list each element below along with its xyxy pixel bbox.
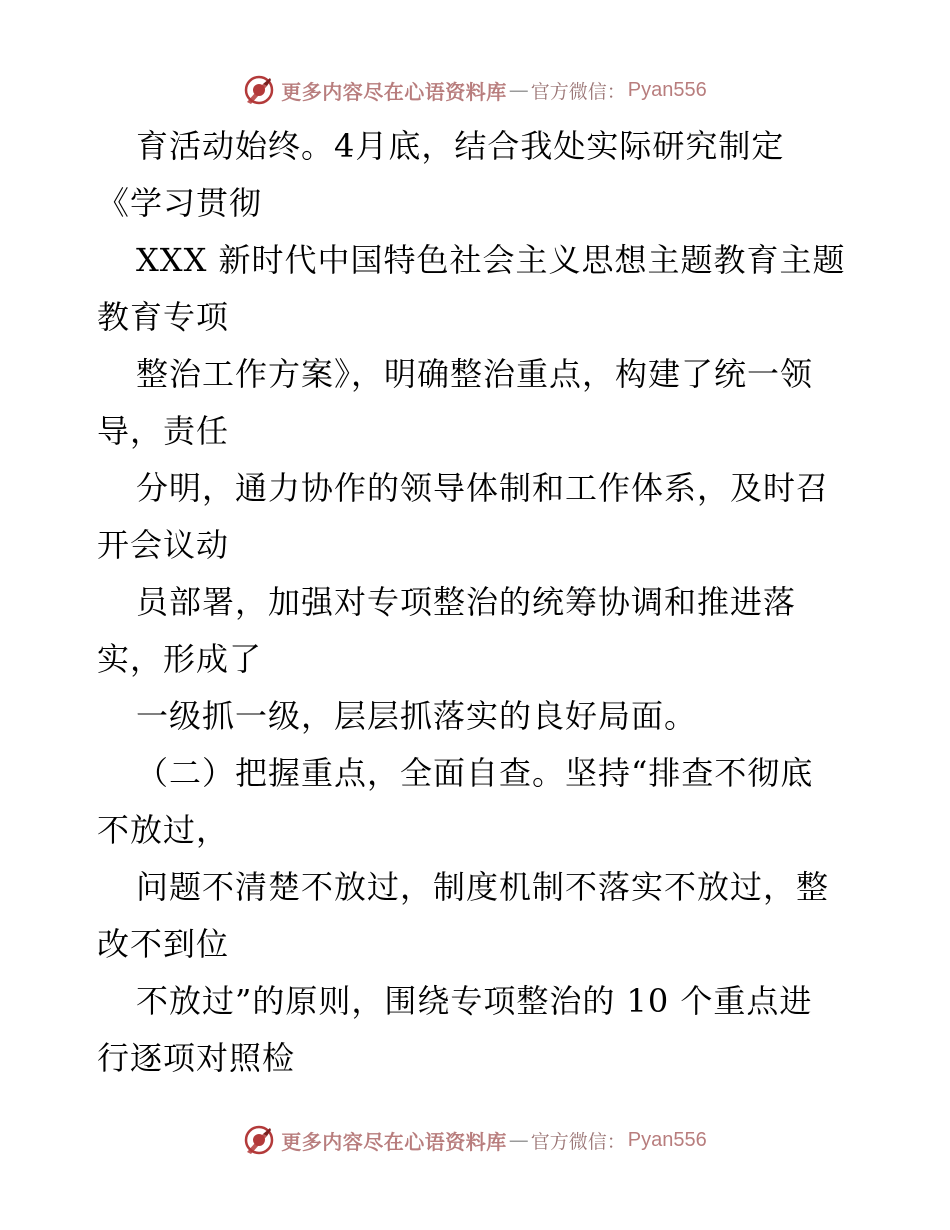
text-line: 实，形成了 [97, 640, 263, 678]
pen-logo-icon [243, 1124, 275, 1156]
header-wechat-id: Pyan556 [627, 78, 707, 101]
text-line: 开会议动 [97, 526, 230, 564]
text-line: 整治工作方案》，明确整治重点，构建了统一领 [136, 355, 814, 393]
footer-wechat-id: Pyan556 [627, 1128, 707, 1151]
footer-site-text: 更多内容尽在心语资料库 [281, 1129, 507, 1154]
header-site-text: 更多内容尽在心语资料库 [281, 79, 507, 104]
footer-banner [0, 1120, 950, 1160]
text-line: 问题不清楚不放过，制度机制不落实不放过，整 [136, 868, 830, 906]
pen-logo-icon [243, 74, 275, 106]
text-line: 不放过”的原则，围绕专项整治的 10 个重点进 [136, 982, 813, 1020]
text-line: 改不到位 [97, 925, 230, 963]
header-dash: — [508, 78, 529, 102]
text-line: 育活动始终。4月底，结合我处实际研究制定 [136, 127, 785, 165]
text-line: XXX 新时代中国特色社会主义思想主题教育主题 [136, 241, 846, 279]
text-line: 分明，通力协作的领导体制和工作体系，及时召 [136, 469, 830, 507]
document-body [97, 118, 857, 1087]
text-line: 员部署，加强对专项整治的统筹协调和推进落 [136, 583, 797, 621]
text-line: 不放过， [97, 811, 230, 849]
footer-wechat-label: 官方微信： [530, 1130, 626, 1153]
text-line: 导，责任 [97, 412, 230, 450]
header-wechat-label: 官方微信： [530, 80, 626, 103]
text-line: （二）把握重点，全面自查。坚持“排查不彻底 [136, 754, 814, 792]
text-line: 行逐项对照检 [97, 1039, 296, 1077]
footer-dash: — [508, 1128, 529, 1152]
text-line: 一级抓一级，层层抓落实的良好局面。 [136, 697, 698, 735]
header-banner [0, 70, 950, 110]
text-line: 教育专项 [97, 298, 230, 336]
text-line: 《学习贯彻 [97, 184, 263, 222]
